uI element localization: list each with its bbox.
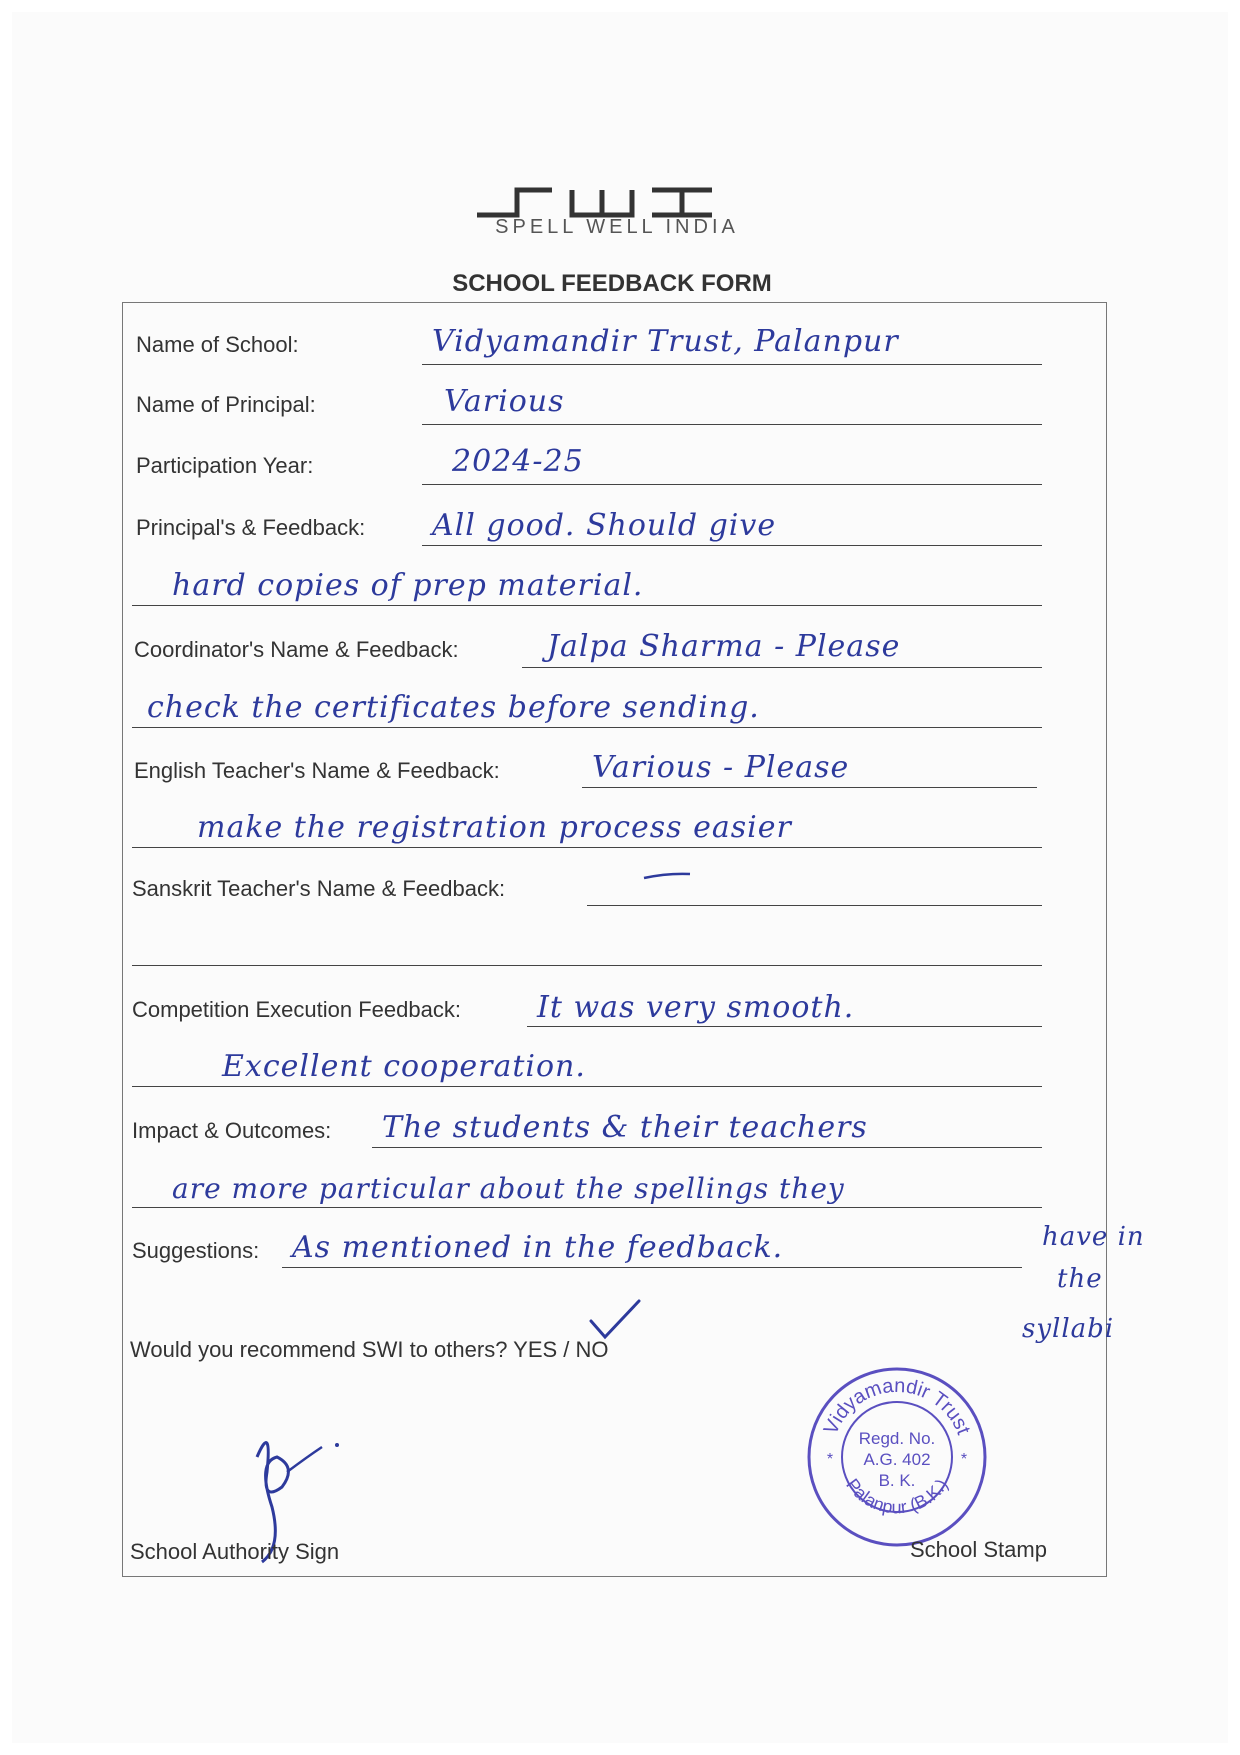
sanskrit-teacher-line-1 — [587, 905, 1042, 906]
competition-feedback-line-2-value: Excellent cooperation. — [222, 1049, 586, 1084]
competition-feedback-line-1-value: It was very smooth. — [537, 990, 855, 1025]
participation-year-value: 2024-25 — [452, 444, 584, 479]
school-name-line — [422, 364, 1042, 365]
school-stamp-label: School Stamp — [910, 1537, 1047, 1562]
school-stamp-icon — [802, 1362, 992, 1552]
stamp-bottom-text: Palanpur (B.K.) — [842, 1474, 952, 1518]
english-teacher-line-1-value: Various - Please — [592, 750, 850, 785]
principal-feedback-line-1-value: All good. Should give — [432, 508, 777, 543]
impact-outcomes-line-5-value: syllabi — [1022, 1314, 1115, 1344]
english-teacher-line-2 — [132, 847, 1042, 848]
brand-name: SPELL WELL INDIA — [495, 216, 739, 238]
coordinator-feedback-line-2-value: check the certificates before sending. — [147, 690, 760, 725]
stamp-line-3: B. K. — [878, 1471, 916, 1490]
form-title: SCHOOL FEEDBACK FORM — [452, 270, 772, 297]
english-teacher-line-2-value: make the registration process easier — [197, 810, 792, 845]
suggestions-label: Suggestions: — [132, 1238, 260, 1263]
coordinator-feedback-line-1-value: Jalpa Sharma - Please — [547, 629, 901, 664]
sanskrit-teacher-line-2 — [132, 965, 1042, 966]
english-teacher-label: English Teacher's Name & Feedback: — [134, 758, 500, 783]
impact-outcomes-line-1-value: The students & their teachers — [382, 1110, 868, 1145]
school-name-label: Name of School: — [136, 332, 299, 357]
principal-feedback-line-1 — [422, 545, 1042, 546]
competition-feedback-line-2 — [132, 1086, 1042, 1087]
principal-name-label: Name of Principal: — [136, 392, 316, 417]
impact-outcomes-line-2 — [132, 1207, 1042, 1208]
principal-feedback-label: Principal's & Feedback: — [136, 515, 366, 540]
principal-name-value: Various — [444, 384, 565, 419]
english-teacher-line-1 — [582, 787, 1037, 788]
stamp-top-text: Vidyamandir Trust — [819, 1374, 975, 1438]
impact-outcomes-label: Impact & Outcomes: — [132, 1118, 332, 1143]
school-name-value: Vidyamandir Trust, Palanpur — [432, 324, 899, 359]
svg-text:*: * — [960, 1451, 968, 1468]
authority-sign-label: School Authority Sign — [130, 1539, 340, 1564]
sanskrit-teacher-label: Sanskrit Teacher's Name & Feedback: — [132, 876, 506, 901]
impact-outcomes-line-4-value: the — [1057, 1264, 1103, 1294]
suggestions-value: As mentioned in the feedback. — [292, 1230, 784, 1265]
check-mark-icon — [587, 1297, 642, 1342]
participation-year-line — [422, 484, 1042, 485]
coordinator-feedback-line-1 — [522, 667, 1042, 668]
recommend-label: Would you recommend SWI to others? YES / NO — [130, 1337, 609, 1362]
suggestions-line — [282, 1267, 1022, 1268]
document-sheet — [12, 12, 1228, 1743]
competition-feedback-label: Competition Execution Feedback: — [132, 997, 461, 1022]
coordinator-feedback-line-2 — [132, 727, 1042, 728]
svg-text:*: * — [826, 1451, 834, 1468]
principal-name-line — [422, 424, 1042, 425]
principal-feedback-line-2 — [132, 605, 1042, 606]
competition-feedback-line-1 — [527, 1026, 1042, 1027]
participation-year-label: Participation Year: — [136, 453, 314, 478]
impact-outcomes-line-2-value: are more particular about the spellings they — [172, 1172, 845, 1205]
stamp-line-1: Regd. No. — [858, 1429, 936, 1448]
impact-outcomes-line-1 — [372, 1147, 1042, 1148]
coordinator-feedback-label: Coordinator's Name & Feedback: — [134, 637, 459, 662]
stamp-line-2: A.G. 402 — [863, 1450, 931, 1469]
principal-feedback-line-2-value: hard copies of prep material. — [172, 568, 644, 603]
impact-outcomes-line-3-value: have in — [1042, 1222, 1145, 1252]
dash-mark-icon — [642, 872, 692, 880]
